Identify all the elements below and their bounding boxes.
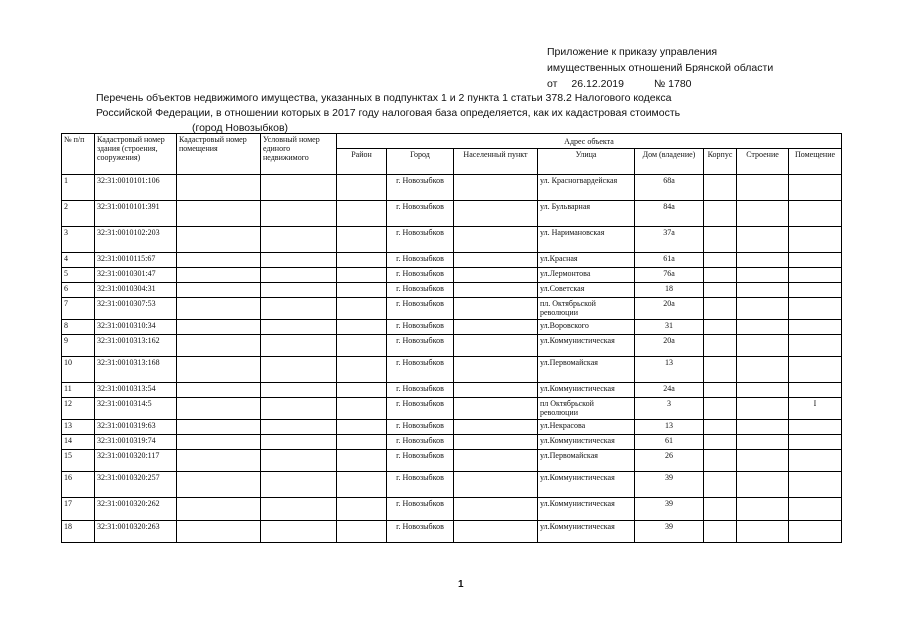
cell-room xyxy=(789,175,842,201)
cell-cad: 32:31:0010102:203 xyxy=(95,227,177,253)
cell-street: ул.Коммунистическая xyxy=(538,521,635,543)
cell-premises xyxy=(177,201,261,227)
cell-district xyxy=(337,472,387,498)
heading-line-3: (город Новозыбков) xyxy=(192,122,289,134)
cell-district xyxy=(337,435,387,450)
cell-city: г. Новозыбков xyxy=(387,298,454,320)
cell-cad: 32:31:0010320:263 xyxy=(95,521,177,543)
cell-room xyxy=(789,472,842,498)
cell-street: ул.Первомайская xyxy=(538,357,635,383)
cell-block xyxy=(704,435,737,450)
cell-building xyxy=(737,298,789,320)
cell-cad: 32:31:0010101:391 xyxy=(95,201,177,227)
cell-block xyxy=(704,335,737,357)
cell-cad: 32:31:0010319:63 xyxy=(95,420,177,435)
cell-street: пл Октябрьской революции xyxy=(538,398,635,420)
appendix-from-label: от xyxy=(547,78,558,90)
header-conditional-number: Условный номер единого недвижимого xyxy=(261,134,337,175)
cell-block xyxy=(704,498,737,521)
cell-num: 10 xyxy=(62,357,95,383)
table-row xyxy=(62,472,842,498)
cell-room xyxy=(789,320,842,335)
cell-block xyxy=(704,521,737,543)
page-number: 1 xyxy=(458,579,464,590)
cell-num: 7 xyxy=(62,298,95,320)
cell-num: 8 xyxy=(62,320,95,335)
cell-room: I xyxy=(789,398,842,420)
cell-premises xyxy=(177,383,261,398)
cell-city: г. Новозыбков xyxy=(387,175,454,201)
cell-premises xyxy=(177,227,261,253)
header-block: Корпус xyxy=(704,149,737,175)
table-row xyxy=(62,498,842,521)
cell-house: 31 xyxy=(635,320,704,335)
cell-locality xyxy=(454,357,538,383)
table-row xyxy=(62,383,842,398)
cell-block xyxy=(704,357,737,383)
cell-cad: 32:31:0010307:53 xyxy=(95,298,177,320)
cell-street: ул.Некрасова xyxy=(538,420,635,435)
cell-district xyxy=(337,521,387,543)
cell-premises xyxy=(177,335,261,357)
cell-premises xyxy=(177,268,261,283)
cell-premises xyxy=(177,298,261,320)
cell-district xyxy=(337,201,387,227)
cell-street: пл. Октябрьской революции xyxy=(538,298,635,320)
cell-num: 4 xyxy=(62,253,95,268)
cell-building xyxy=(737,283,789,298)
cell-building xyxy=(737,357,789,383)
cell-house: 39 xyxy=(635,472,704,498)
cell-cond xyxy=(261,435,337,450)
cell-city: г. Новозыбков xyxy=(387,521,454,543)
table-row xyxy=(62,201,842,227)
cell-cad: 32:31:0010320:257 xyxy=(95,472,177,498)
header-street: Улица xyxy=(538,149,635,175)
cell-building xyxy=(737,320,789,335)
cell-street: ул. Наримановская xyxy=(538,227,635,253)
cell-block xyxy=(704,320,737,335)
cell-house: 61а xyxy=(635,253,704,268)
header-room: Помещение xyxy=(789,149,842,175)
cell-house: 84а xyxy=(635,201,704,227)
heading-line-2: Российской Федерации, в отношении которых в 2017 году налоговая база определяется, как их кадастровая стоимость xyxy=(96,107,681,119)
cell-room xyxy=(789,268,842,283)
cell-locality xyxy=(454,498,538,521)
cell-district xyxy=(337,398,387,420)
appendix-block xyxy=(547,44,773,92)
cell-premises xyxy=(177,498,261,521)
heading-line-1: Перечень объектов недвижимого имущества, указанных в подпунктах 1 и 2 пункта 1 статьи 378.2 Налогового кодекса xyxy=(96,92,672,104)
cell-num: 2 xyxy=(62,201,95,227)
cell-house: 26 xyxy=(635,450,704,472)
cell-district xyxy=(337,298,387,320)
cell-cad: 32:31:0010313:162 xyxy=(95,335,177,357)
cell-building xyxy=(737,227,789,253)
cell-locality xyxy=(454,268,538,283)
cell-room xyxy=(789,498,842,521)
cell-premises xyxy=(177,435,261,450)
cell-city: г. Новозыбков xyxy=(387,283,454,298)
cell-street: ул. Бульварная xyxy=(538,201,635,227)
cell-city: г. Новозыбков xyxy=(387,335,454,357)
appendix-line-3 xyxy=(547,76,773,92)
cell-cond xyxy=(261,420,337,435)
cell-city: г. Новозыбков xyxy=(387,472,454,498)
cell-cad: 32:31:0010101:106 xyxy=(95,175,177,201)
cell-cond xyxy=(261,357,337,383)
cell-cad: 32:31:0010301:47 xyxy=(95,268,177,283)
header-building: Строение xyxy=(737,149,789,175)
cell-district xyxy=(337,283,387,298)
cell-block xyxy=(704,383,737,398)
cell-cond xyxy=(261,268,337,283)
cell-building xyxy=(737,383,789,398)
cell-num: 14 xyxy=(62,435,95,450)
cell-cond xyxy=(261,498,337,521)
cell-building xyxy=(737,498,789,521)
table-row xyxy=(62,268,842,283)
cell-cad: 32:31:0010313:54 xyxy=(95,383,177,398)
table-row xyxy=(62,175,842,201)
cell-num: 11 xyxy=(62,383,95,398)
cell-city: г. Новозыбков xyxy=(387,435,454,450)
cell-cond xyxy=(261,227,337,253)
cell-num: 16 xyxy=(62,472,95,498)
cell-premises xyxy=(177,175,261,201)
cell-locality xyxy=(454,298,538,320)
header-cadastral-building: Кадастровый номер здания (строения, сооружения) xyxy=(95,134,177,175)
cell-house: 18 xyxy=(635,283,704,298)
cell-cad: 32:31:0010313:168 xyxy=(95,357,177,383)
header-address: Адрес объекта xyxy=(337,134,842,149)
cell-num: 13 xyxy=(62,420,95,435)
cell-num: 1 xyxy=(62,175,95,201)
property-table xyxy=(61,133,842,543)
cell-block xyxy=(704,253,737,268)
cell-cad: 32:31:0010304:31 xyxy=(95,283,177,298)
appendix-line-1: Приложение к приказу управления xyxy=(547,46,718,58)
cell-building xyxy=(737,335,789,357)
cell-street: ул.Красная xyxy=(538,253,635,268)
header-cadastral-premises: Кадастровый номер помещения xyxy=(177,134,261,175)
cell-block xyxy=(704,201,737,227)
cell-cond xyxy=(261,521,337,543)
cell-block xyxy=(704,450,737,472)
cell-num: 12 xyxy=(62,398,95,420)
cell-room xyxy=(789,335,842,357)
cell-block xyxy=(704,175,737,201)
cell-room xyxy=(789,298,842,320)
cell-locality xyxy=(454,283,538,298)
cell-city: г. Новозыбков xyxy=(387,498,454,521)
cell-district xyxy=(337,320,387,335)
cell-street: ул.Коммунистическая xyxy=(538,472,635,498)
cell-premises xyxy=(177,521,261,543)
cell-building xyxy=(737,253,789,268)
cell-city: г. Новозыбков xyxy=(387,268,454,283)
cell-street: ул.Лермонтова xyxy=(538,268,635,283)
cell-house: 68а xyxy=(635,175,704,201)
cell-building xyxy=(737,472,789,498)
cell-building xyxy=(737,201,789,227)
cell-building xyxy=(737,450,789,472)
cell-district xyxy=(337,268,387,283)
cell-street: ул.Коммунистическая xyxy=(538,383,635,398)
cell-block xyxy=(704,298,737,320)
cell-city: г. Новозыбков xyxy=(387,398,454,420)
table-row xyxy=(62,357,842,383)
cell-num: 17 xyxy=(62,498,95,521)
table-row xyxy=(62,398,842,420)
cell-locality xyxy=(454,420,538,435)
cell-street: ул.Первомайская xyxy=(538,450,635,472)
table-row xyxy=(62,320,842,335)
table-row xyxy=(62,335,842,357)
order-number: № 1780 xyxy=(653,78,692,90)
cell-room xyxy=(789,283,842,298)
cell-room xyxy=(789,227,842,253)
cell-num: 18 xyxy=(62,521,95,543)
table-row xyxy=(62,253,842,268)
cell-district xyxy=(337,175,387,201)
cell-building xyxy=(737,435,789,450)
cell-cad: 32:31:0010314:5 xyxy=(95,398,177,420)
cell-premises xyxy=(177,253,261,268)
cell-locality xyxy=(454,253,538,268)
cell-block xyxy=(704,472,737,498)
cell-room xyxy=(789,450,842,472)
cell-cond xyxy=(261,201,337,227)
header-num: № п/п xyxy=(62,134,95,175)
cell-block xyxy=(704,227,737,253)
order-date: 26.12.2019 xyxy=(571,78,624,90)
cell-district xyxy=(337,227,387,253)
table-row xyxy=(62,450,842,472)
cell-locality xyxy=(454,227,538,253)
cell-building xyxy=(737,268,789,283)
cell-block xyxy=(704,283,737,298)
cell-district xyxy=(337,450,387,472)
cell-district xyxy=(337,253,387,268)
header-house: Дом (владение) xyxy=(635,149,704,175)
cell-cond xyxy=(261,398,337,420)
table-body xyxy=(62,175,842,543)
cell-house: 39 xyxy=(635,498,704,521)
cell-house: 13 xyxy=(635,420,704,435)
cell-block xyxy=(704,398,737,420)
table-row xyxy=(62,521,842,543)
cell-city: г. Новозыбков xyxy=(387,357,454,383)
cell-house: 37а xyxy=(635,227,704,253)
cell-house: 20а xyxy=(635,298,704,320)
cell-district xyxy=(337,357,387,383)
cell-building xyxy=(737,175,789,201)
cell-premises xyxy=(177,450,261,472)
cell-cond xyxy=(261,450,337,472)
cell-cad: 32:31:0010320:117 xyxy=(95,450,177,472)
cell-room xyxy=(789,201,842,227)
header-locality: Населенный пункт xyxy=(454,149,538,175)
cell-num: 15 xyxy=(62,450,95,472)
cell-street: ул.Коммунистическая xyxy=(538,498,635,521)
table-row xyxy=(62,227,842,253)
cell-premises xyxy=(177,420,261,435)
cell-num: 3 xyxy=(62,227,95,253)
cell-city: г. Новозыбков xyxy=(387,450,454,472)
cell-room xyxy=(789,420,842,435)
cell-premises xyxy=(177,398,261,420)
cell-cond xyxy=(261,383,337,398)
cell-locality xyxy=(454,521,538,543)
cell-building xyxy=(737,420,789,435)
cell-street: ул.Коммунистическая xyxy=(538,335,635,357)
cell-cad: 32:31:0010319:74 xyxy=(95,435,177,450)
cell-house: 13 xyxy=(635,357,704,383)
cell-locality xyxy=(454,450,538,472)
cell-cond xyxy=(261,472,337,498)
cell-locality xyxy=(454,335,538,357)
cell-block xyxy=(704,268,737,283)
cell-building xyxy=(737,398,789,420)
cell-city: г. Новозыбков xyxy=(387,383,454,398)
header-city: Город xyxy=(387,149,454,175)
header-district: Район xyxy=(337,149,387,175)
cell-room xyxy=(789,383,842,398)
cell-house: 20а xyxy=(635,335,704,357)
cell-cad: 32:31:0010310:34 xyxy=(95,320,177,335)
cell-house: 24а xyxy=(635,383,704,398)
document-heading xyxy=(96,91,680,136)
cell-house: 3 xyxy=(635,398,704,420)
cell-locality xyxy=(454,472,538,498)
cell-cad: 32:31:0010320:262 xyxy=(95,498,177,521)
cell-city: г. Новозыбков xyxy=(387,420,454,435)
cell-city: г. Новозыбков xyxy=(387,227,454,253)
cell-city: г. Новозыбков xyxy=(387,201,454,227)
table-row xyxy=(62,435,842,450)
cell-cond xyxy=(261,253,337,268)
cell-block xyxy=(704,420,737,435)
cell-locality xyxy=(454,175,538,201)
cell-cad: 32:31:0010115:67 xyxy=(95,253,177,268)
cell-district xyxy=(337,420,387,435)
cell-city: г. Новозыбков xyxy=(387,320,454,335)
appendix-line-2: имущественных отношений Брянской области xyxy=(547,62,774,74)
cell-room xyxy=(789,357,842,383)
table-row xyxy=(62,283,842,298)
cell-house: 39 xyxy=(635,521,704,543)
cell-cond xyxy=(261,335,337,357)
cell-room xyxy=(789,253,842,268)
cell-cond xyxy=(261,283,337,298)
cell-street: ул. Красногвардейская xyxy=(538,175,635,201)
cell-building xyxy=(737,521,789,543)
cell-street: ул.Воровского xyxy=(538,320,635,335)
cell-locality xyxy=(454,398,538,420)
cell-district xyxy=(337,383,387,398)
cell-premises xyxy=(177,283,261,298)
cell-district xyxy=(337,498,387,521)
cell-locality xyxy=(454,435,538,450)
table-row xyxy=(62,298,842,320)
cell-num: 5 xyxy=(62,268,95,283)
cell-room xyxy=(789,435,842,450)
cell-street: ул.Советская xyxy=(538,283,635,298)
cell-district xyxy=(337,335,387,357)
cell-premises xyxy=(177,357,261,383)
cell-premises xyxy=(177,320,261,335)
cell-num: 6 xyxy=(62,283,95,298)
cell-house: 76а xyxy=(635,268,704,283)
cell-house: 61 xyxy=(635,435,704,450)
cell-locality xyxy=(454,383,538,398)
cell-city: г. Новозыбков xyxy=(387,253,454,268)
cell-cond xyxy=(261,175,337,201)
table-row xyxy=(62,420,842,435)
cell-cond xyxy=(261,320,337,335)
cell-cond xyxy=(261,298,337,320)
cell-premises xyxy=(177,472,261,498)
cell-room xyxy=(789,521,842,543)
cell-street: ул.Коммунистическая xyxy=(538,435,635,450)
cell-locality xyxy=(454,320,538,335)
cell-locality xyxy=(454,201,538,227)
cell-num: 9 xyxy=(62,335,95,357)
